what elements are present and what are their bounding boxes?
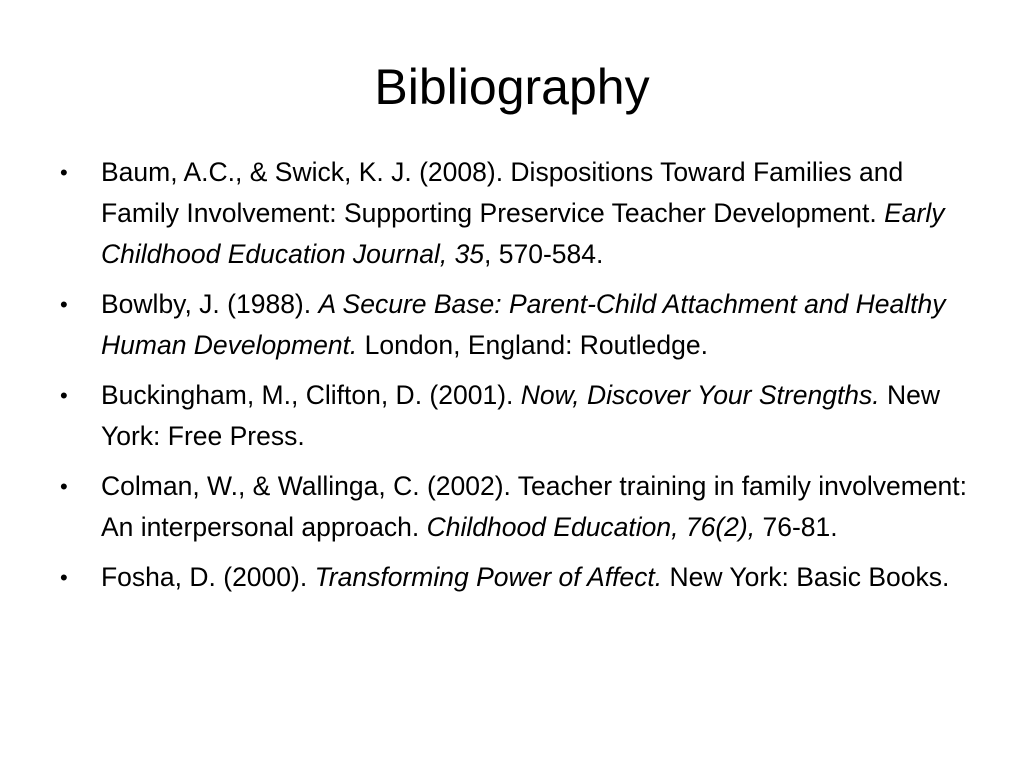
entry-authors: Buckingham, M., Clifton, D. (2001). [101, 380, 521, 410]
entry-tail: London, England: Routledge. [357, 330, 708, 360]
entry-source: Childhood Education, 76(2), [426, 512, 756, 542]
bullet-icon: • [60, 383, 68, 408]
bibliography-list [60, 152, 980, 607]
bullet-icon: • [60, 474, 68, 499]
entry-authors: Fosha, D. (2000). [101, 562, 315, 592]
entry-tail: New York: Free Press. [101, 380, 941, 451]
slide-title: Bibliography [374, 59, 650, 115]
entry-source: Now, Discover Your Strengths. [520, 380, 880, 410]
bullet-icon: • [60, 292, 68, 317]
bibliography-entry [60, 466, 980, 548]
bibliography-entry [60, 375, 980, 457]
bibliography-entry [60, 557, 980, 598]
bibliography-entry [60, 152, 980, 275]
bullet-icon: • [60, 160, 68, 185]
entry-authors: Bowlby, J. (1988). [101, 289, 319, 319]
entry-tail: New York: Basic Books. [662, 562, 950, 592]
entry-source: Early Childhood Education Journal, 35 [101, 198, 945, 269]
entry-authors: Baum, A.C., & Swick, K. J. (2008). Dispositions Toward Families and Family Involvement: Supporting Preservice Teacher Development. [101, 157, 904, 228]
bibliography-entry [60, 284, 980, 366]
entry-source: Transforming Power of Affect. [314, 562, 663, 592]
entry-tail: , 570-584. [484, 239, 604, 269]
entry-tail: 76-81. [755, 512, 838, 542]
entry-source: A Secure Base: Parent-Child Attachment and Healthy Human Development. [101, 289, 946, 360]
entry-authors: Colman, W., & Wallinga, C. (2002). Teacher training in family involvement: An interpersonal approach. [101, 471, 968, 542]
bullet-icon: • [60, 565, 68, 590]
